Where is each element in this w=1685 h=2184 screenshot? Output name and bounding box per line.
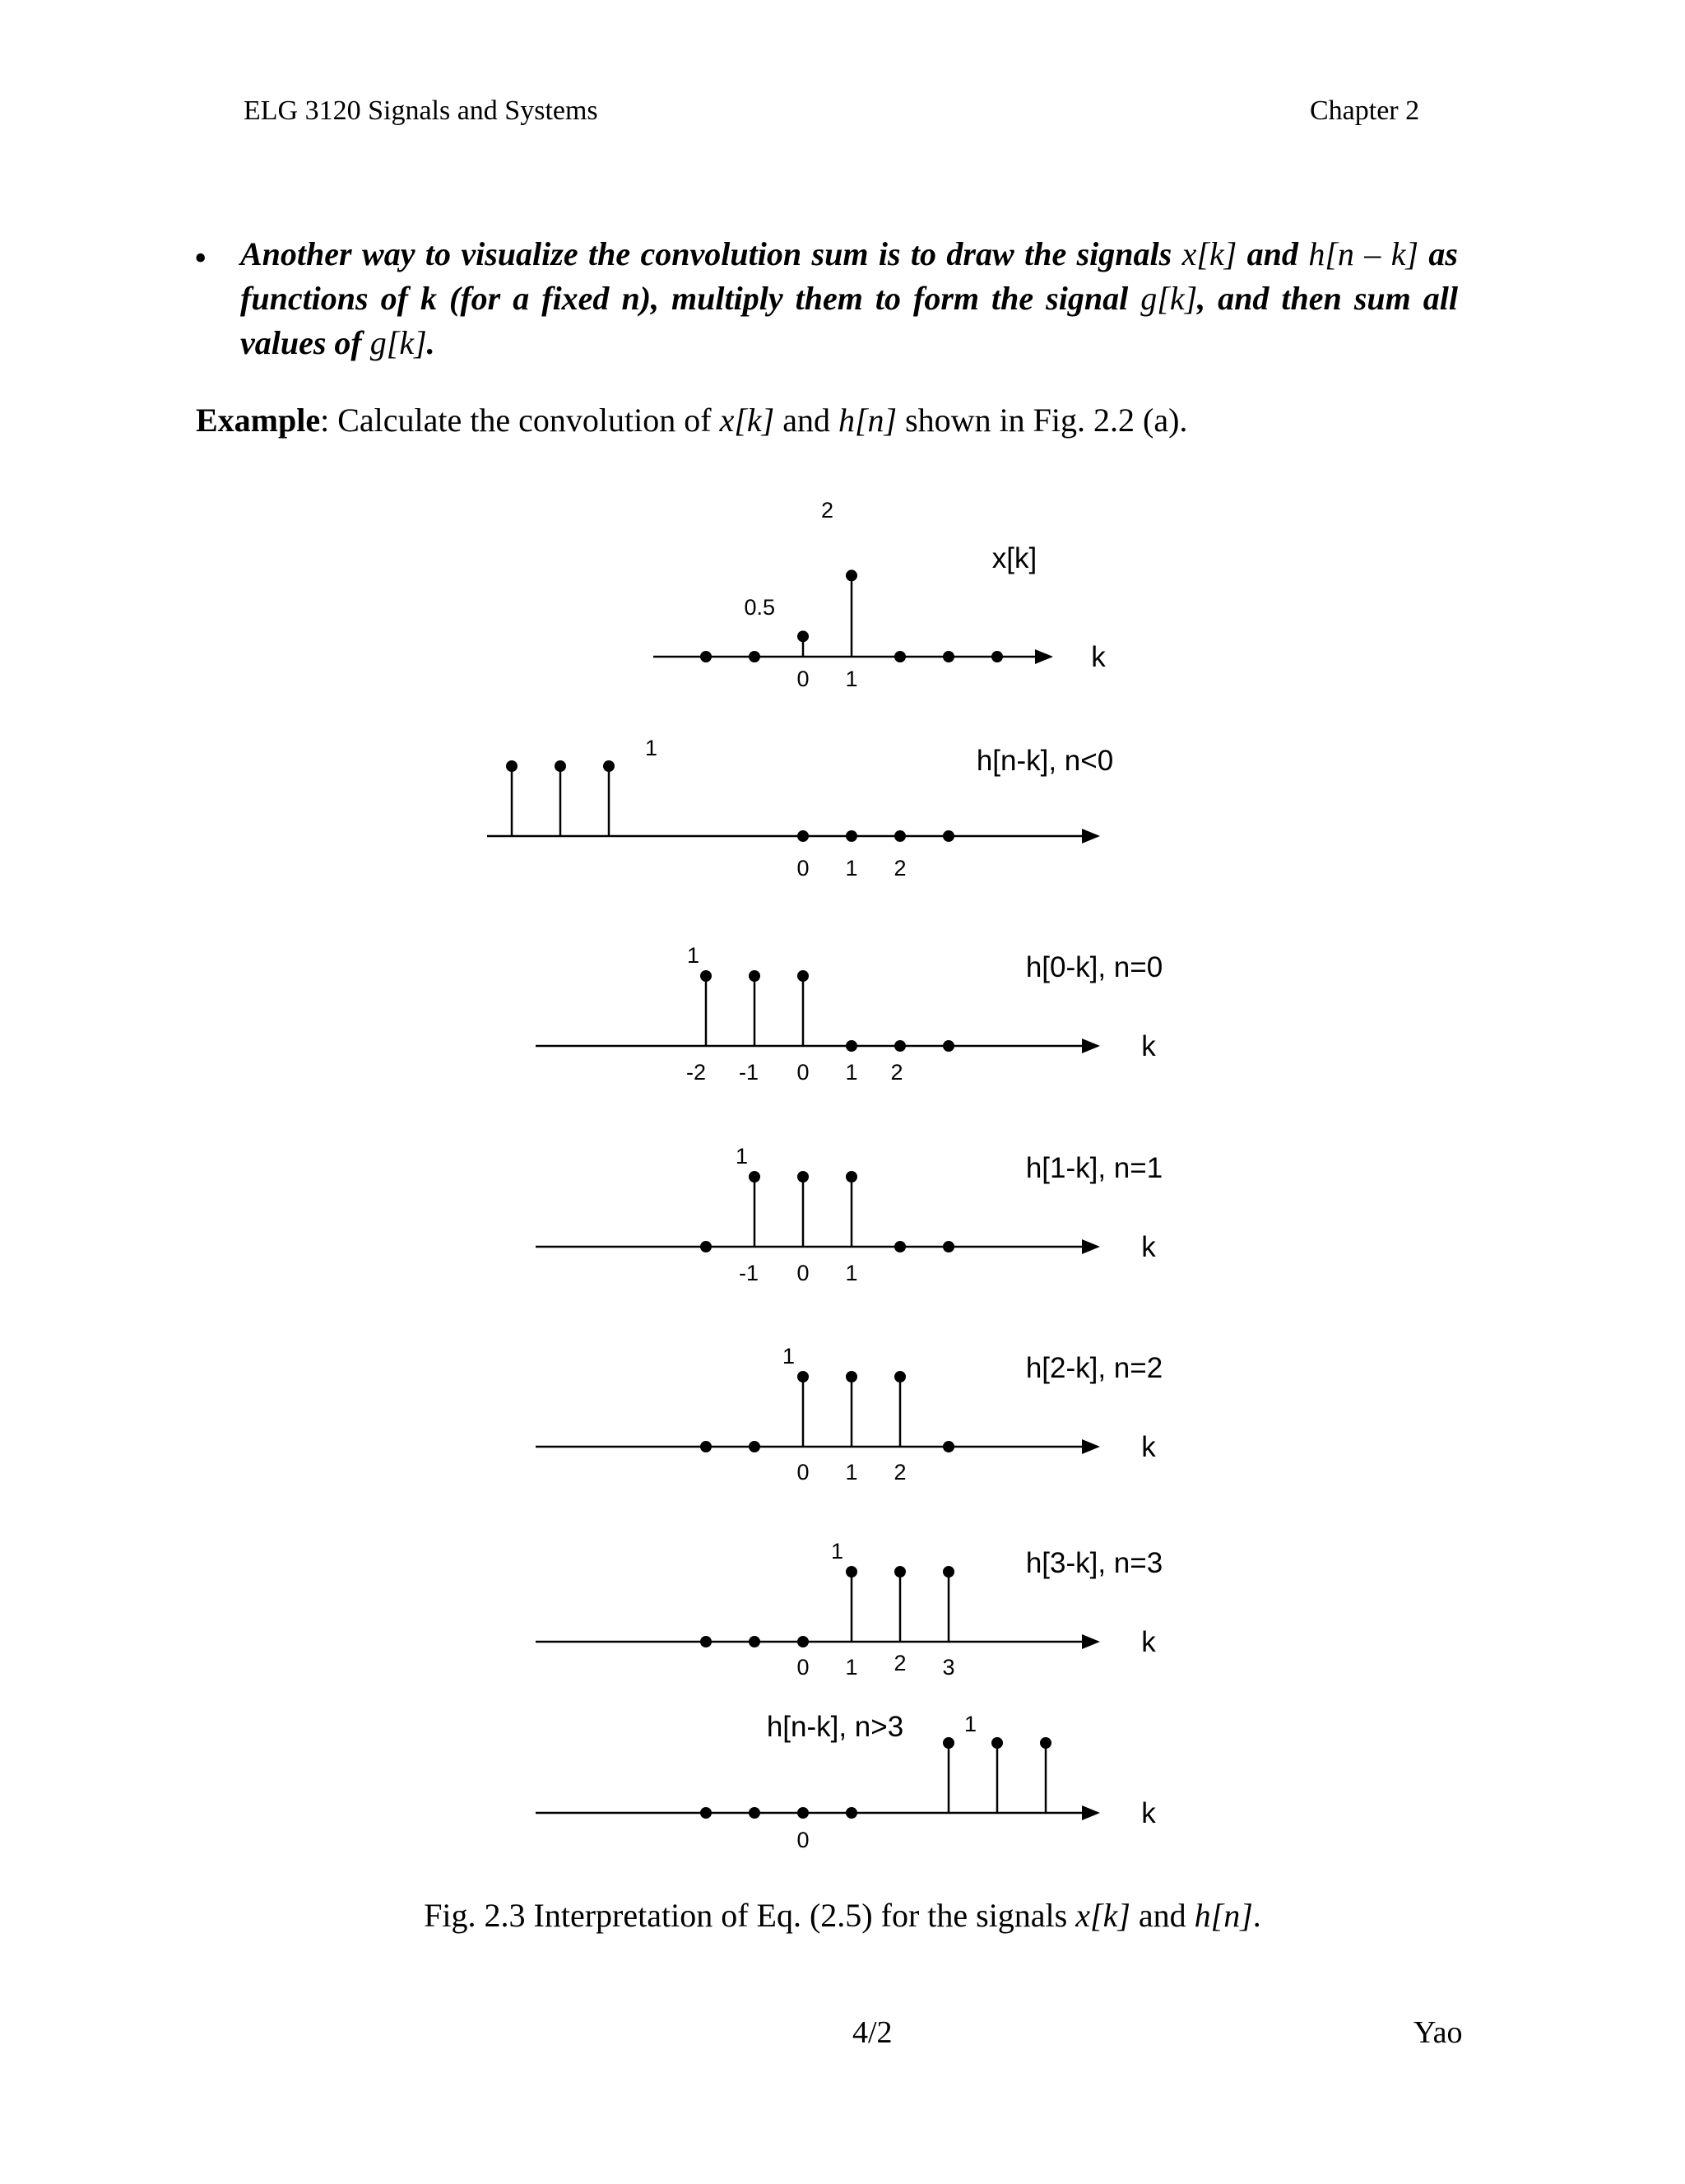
example-text-1: : Calculate the convolution of xyxy=(320,402,720,439)
tick-label: 0 xyxy=(796,1655,810,1680)
stem-marker xyxy=(1040,1737,1051,1749)
tick-label: 1 xyxy=(845,667,858,691)
stem-marker xyxy=(700,1241,712,1252)
stem-marker xyxy=(943,830,954,842)
axis-label: k xyxy=(1141,1626,1156,1658)
stem-marker xyxy=(555,760,566,772)
stem-marker xyxy=(797,970,809,982)
stem-marker xyxy=(943,651,954,662)
tick-label: -1 xyxy=(738,1060,759,1085)
bullet-x-k: x[k] xyxy=(1181,235,1237,272)
caption-h-n: h[n] xyxy=(1194,1897,1253,1934)
value-label: 1 xyxy=(963,1712,977,1736)
stem-marker xyxy=(700,651,712,662)
tick-label: 2 xyxy=(890,1060,903,1085)
tick-label: -2 xyxy=(685,1060,707,1085)
axis-arrow-icon xyxy=(1035,649,1053,664)
stem-marker xyxy=(749,1636,760,1647)
tick-label: 1 xyxy=(845,1460,858,1485)
tick-label: 1 xyxy=(845,1060,858,1085)
stem-marker xyxy=(943,1737,954,1749)
stem-marker xyxy=(991,651,1003,662)
stem-marker xyxy=(943,1441,954,1452)
value-label: 1 xyxy=(735,1144,748,1169)
axis-arrow-icon xyxy=(1082,1239,1100,1254)
tick-label: 2 xyxy=(894,856,907,881)
axis-label: k xyxy=(1141,1231,1156,1263)
panel-title: h[n-k], n<0 xyxy=(976,745,1114,777)
axis-arrow-icon xyxy=(1082,829,1100,843)
bullet-text-5: . xyxy=(426,324,435,361)
stem-marker xyxy=(991,1737,1003,1749)
stem-marker xyxy=(894,1241,906,1252)
stem-marker xyxy=(846,1566,857,1578)
axis-arrow-icon xyxy=(1082,1439,1100,1454)
value-label: 2 xyxy=(820,498,833,523)
bullet-icon: • xyxy=(194,238,207,278)
value-label: 0.5 xyxy=(744,595,775,620)
stem-marker xyxy=(797,1171,809,1183)
tick-label: 1 xyxy=(845,856,858,881)
stem-marker xyxy=(700,1807,712,1819)
stem-marker xyxy=(749,1807,760,1819)
stem-marker xyxy=(749,970,760,982)
bullet-g-k-2: g[k] xyxy=(369,324,427,361)
stem-marker xyxy=(797,630,809,642)
axis-label: k xyxy=(1091,641,1106,673)
stem-marker xyxy=(846,1171,857,1183)
stem-marker xyxy=(700,1441,712,1452)
tick-label: 2 xyxy=(894,1460,907,1485)
stem-marker xyxy=(506,760,518,772)
axis-label: k xyxy=(1141,1431,1156,1463)
stem-marker xyxy=(894,651,906,662)
caption-text-2: and xyxy=(1130,1897,1195,1934)
tick-label: 0 xyxy=(796,1060,810,1085)
tick-label: 0 xyxy=(796,667,810,691)
example-label: Example xyxy=(196,402,321,439)
panel-title: h[n-k], n>3 xyxy=(766,1711,904,1743)
bullet-h-nk: h[n – k] xyxy=(1308,235,1419,272)
value-label: 1 xyxy=(686,943,699,968)
stem-marker xyxy=(846,1040,857,1052)
figure-caption xyxy=(0,1896,1685,1935)
caption-text-3: . xyxy=(1252,1897,1261,1934)
bullet-text-4: , and then sum all values of xyxy=(240,280,1458,361)
value-label: 1 xyxy=(645,736,658,760)
stem-marker xyxy=(749,651,760,662)
axis-arrow-icon xyxy=(1082,1039,1100,1053)
stem-marker xyxy=(943,1566,954,1578)
example-x-k: x[k] xyxy=(719,402,775,439)
header-chapter: Chapter 2 xyxy=(1310,95,1420,126)
page-number: 4/2 xyxy=(852,2015,893,2050)
stem-marker xyxy=(797,1371,809,1382)
bullet-text-3: as functions of k (for a fixed n), multiply them to form the signal xyxy=(240,235,1459,317)
tick-label: 0 xyxy=(796,856,810,881)
stem-marker xyxy=(797,830,809,842)
bullet-g-k: g[k] xyxy=(1140,280,1198,317)
caption-text-1: Fig. 2.3 Interpretation of Eq. (2.5) for the signals xyxy=(424,1897,1076,1934)
stem-marker xyxy=(700,1636,712,1647)
panel-title: h[1-k], n=1 xyxy=(1025,1152,1163,1184)
stem-marker xyxy=(894,830,906,842)
panel-title: h[3-k], n=3 xyxy=(1025,1547,1163,1579)
example-h-n: h[n] xyxy=(838,402,898,439)
stem-marker xyxy=(846,569,857,581)
stem-marker xyxy=(846,1371,857,1382)
tick-label: 0 xyxy=(796,1828,810,1852)
stem-marker xyxy=(846,830,857,842)
example-text-2: and xyxy=(774,402,838,439)
axis-label: k xyxy=(1141,1797,1156,1829)
stem-marker xyxy=(797,1636,809,1647)
stem-marker xyxy=(797,1807,809,1819)
tick-label: 2 xyxy=(894,1651,907,1675)
tick-label: 0 xyxy=(796,1460,810,1485)
bullet-text-1: Another way to visualize the convolution sum is to draw the signals xyxy=(240,235,1182,272)
footer-author: Yao xyxy=(1413,2015,1463,2050)
stem-marker xyxy=(894,1371,906,1382)
value-label: 1 xyxy=(830,1539,843,1564)
stem-marker xyxy=(894,1566,906,1578)
stem-marker xyxy=(603,760,615,772)
tick-label: 3 xyxy=(942,1655,955,1680)
value-label: 1 xyxy=(782,1344,795,1368)
panel-title: x[k] xyxy=(991,542,1037,574)
tick-label: 1 xyxy=(845,1655,858,1680)
stem-marker xyxy=(943,1241,954,1252)
header-course: ELG 3120 Signals and Systems xyxy=(244,95,598,126)
tick-label: -1 xyxy=(738,1261,759,1285)
axis-label: k xyxy=(1141,1030,1156,1062)
panel-title: h[2-k], n=2 xyxy=(1025,1352,1163,1384)
axis-arrow-icon xyxy=(1082,1634,1100,1649)
bullet-text-2: and xyxy=(1237,235,1309,272)
stem-marker xyxy=(846,1807,857,1819)
stem-marker xyxy=(749,1441,760,1452)
stem-marker xyxy=(749,1171,760,1183)
caption-x-k: x[k] xyxy=(1075,1897,1130,1934)
stem-marker xyxy=(943,1040,954,1052)
panel-title: h[0-k], n=0 xyxy=(1025,951,1163,983)
tick-label: 0 xyxy=(796,1261,810,1285)
stem-marker xyxy=(894,1040,906,1052)
axis-arrow-icon xyxy=(1082,1805,1100,1820)
stem-marker xyxy=(700,970,712,982)
tick-label: 1 xyxy=(845,1261,858,1285)
example-text-3: shown in Fig. 2.2 (a). xyxy=(897,402,1188,439)
